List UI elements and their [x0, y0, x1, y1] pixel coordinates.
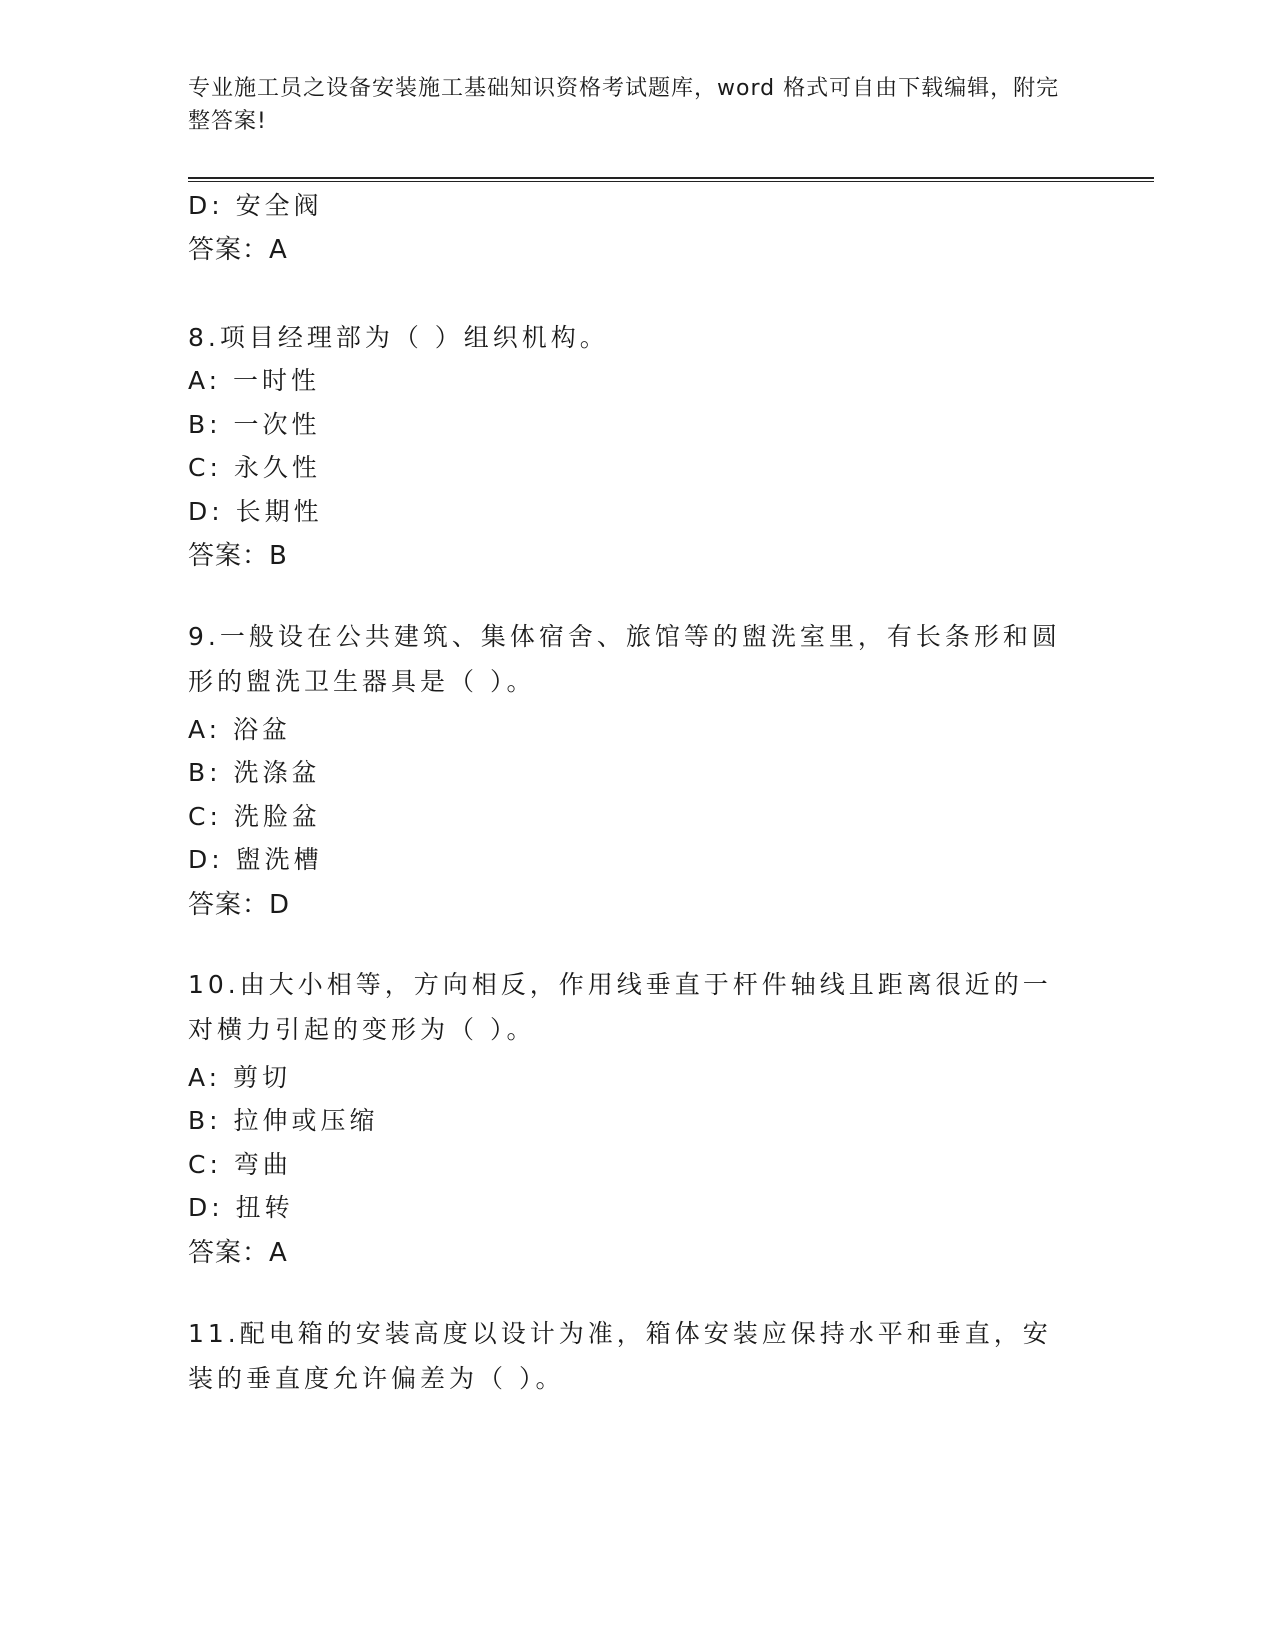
option-d: D: 盥洗槽 — [188, 845, 323, 874]
option-d: D: 长期性 — [188, 497, 323, 526]
page-header: 专业施工员之设备安装施工基础知识资格考试题库，word 格式可自由下载编辑，附完整答案! — [188, 76, 1060, 134]
option-b: B: 一次性 — [188, 410, 321, 439]
option-a: A: 浴盆 — [188, 715, 292, 744]
question-stem: 11.配电箱的安装高度以设计为准，箱体安装应保持水平和垂直，安装的垂直度允许偏差为（ ）。 — [188, 1319, 1052, 1393]
option-b: B: 洗涤盆 — [188, 758, 321, 787]
option-c: C: 弯曲 — [188, 1150, 292, 1179]
answer-line: 答案：B — [188, 541, 288, 571]
option-d: D: 安全阀 — [188, 191, 323, 220]
question-stem: 8.项目经理部为（ ）组织机构。 — [188, 323, 609, 352]
option-d: D: 扭转 — [188, 1193, 294, 1222]
option-c: C: 洗脸盆 — [188, 802, 321, 831]
question-stem: 9.一般设在公共建筑、集体宿舍、旅馆等的盥洗室里，有长条形和圆形的盥洗卫生器具是（ ）。 — [188, 622, 1061, 696]
option-a: A: 一时性 — [188, 366, 321, 395]
answer-line: 答案：A — [188, 235, 288, 265]
answer-line: 答案：D — [188, 890, 291, 920]
option-c: C: 永久性 — [188, 453, 321, 482]
option-b: B: 拉伸或压缩 — [188, 1106, 379, 1135]
question-stem: 10.由大小相等，方向相反，作用线垂直于杆件轴线且距离很近的一对横力引起的变形为（ ）。 — [188, 970, 1052, 1044]
option-a: A: 剪切 — [188, 1063, 292, 1092]
answer-line: 答案：A — [188, 1238, 288, 1268]
header-divider — [188, 177, 1154, 182]
